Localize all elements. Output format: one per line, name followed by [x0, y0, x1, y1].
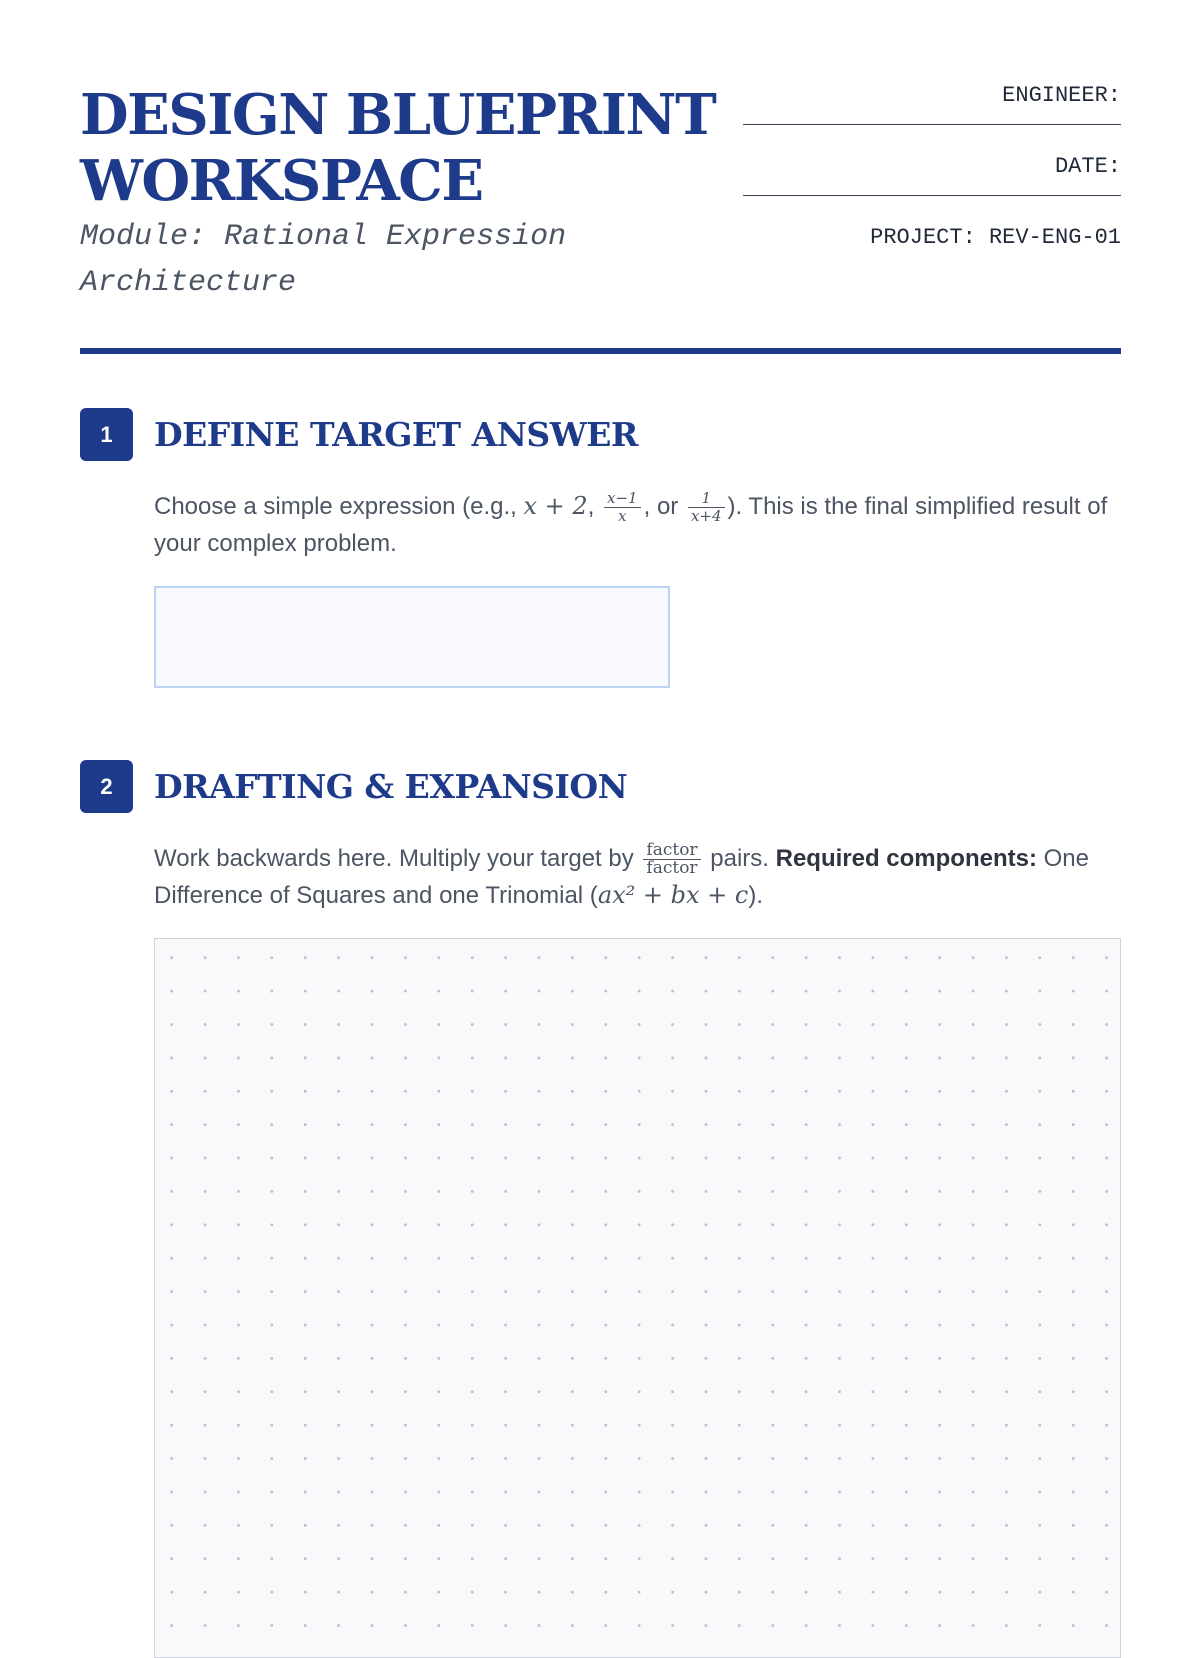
- section-title: DEFINE TARGET ANSWER: [154, 415, 638, 454]
- engineer-label: ENGINEER:: [1002, 83, 1121, 108]
- fraction-denominator: x+4: [690, 507, 722, 526]
- desc-pairs: pairs.: [703, 845, 776, 872]
- page-title: [80, 82, 720, 214]
- header: [80, 0, 1121, 345]
- section-description: Choose a simple expression (e.g., x + 2, $\frac{x-1}{x}$ , or $\frac{1}{x+4}$ ). This is the final simplified result of your complex problem.: [154, 489, 1108, 558]
- fraction-numerator: 1: [688, 490, 725, 508]
- desc-suffix: One Difference of Squares and one Trinomial (: [154, 845, 1089, 910]
- target-answer-input[interactable]: [154, 586, 670, 688]
- section-description: [154, 840, 1124, 914]
- fraction-denominator: x: [618, 507, 627, 526]
- engineer-field-line[interactable]: [743, 124, 1121, 125]
- subtitle-line-1: Module: Rational Expression: [80, 220, 567, 254]
- header-divider: [80, 348, 1121, 354]
- worksheet-page: [80, 0, 1121, 910]
- subtitle-line-2: Architecture: [80, 266, 297, 300]
- desc-or: , or: [643, 493, 685, 520]
- fraction-numerator: factor: [643, 842, 700, 860]
- title-line-2: WORKSPACE: [80, 148, 483, 214]
- example-fraction-2: [604, 490, 641, 525]
- module-subtitle: [80, 214, 640, 306]
- meta-block: [741, 82, 1121, 252]
- desc-prefix: Choose a simple expression (e.g.,: [154, 493, 524, 520]
- fraction-denominator: factor: [646, 858, 698, 879]
- example-expression-1: x + 2: [523, 492, 588, 520]
- date-field-line[interactable]: [743, 195, 1121, 196]
- required-components-label: Required components:: [775, 845, 1037, 872]
- section-define-target: [80, 408, 1121, 708]
- desc-suffix: ). This is the final simplified result of your complex problem.: [154, 493, 1108, 558]
- title-line-1: DESIGN BLUEPRINT: [80, 82, 716, 148]
- section-header: [80, 760, 1121, 814]
- section-number-badge: 2: [80, 760, 133, 813]
- date-label: DATE:: [1054, 154, 1121, 179]
- fraction-numerator: x−1: [604, 490, 641, 508]
- desc-prefix: Work backwards here. Multiply your target by: [154, 845, 641, 872]
- factor-fraction: [643, 842, 700, 877]
- example-fraction-3: [688, 490, 725, 525]
- dot-grid-workspace[interactable]: [154, 938, 1121, 1658]
- trinomial-expression: ax² + bx + c: [597, 881, 749, 910]
- section-header: [80, 408, 1121, 462]
- section-drafting-expansion: [80, 760, 1121, 1600]
- project-code: PROJECT: REV-ENG-01: [870, 225, 1121, 250]
- desc-end: ).: [748, 882, 764, 910]
- section-title: DRAFTING & EXPANSION: [154, 767, 628, 806]
- section-number-badge: 1: [80, 408, 133, 461]
